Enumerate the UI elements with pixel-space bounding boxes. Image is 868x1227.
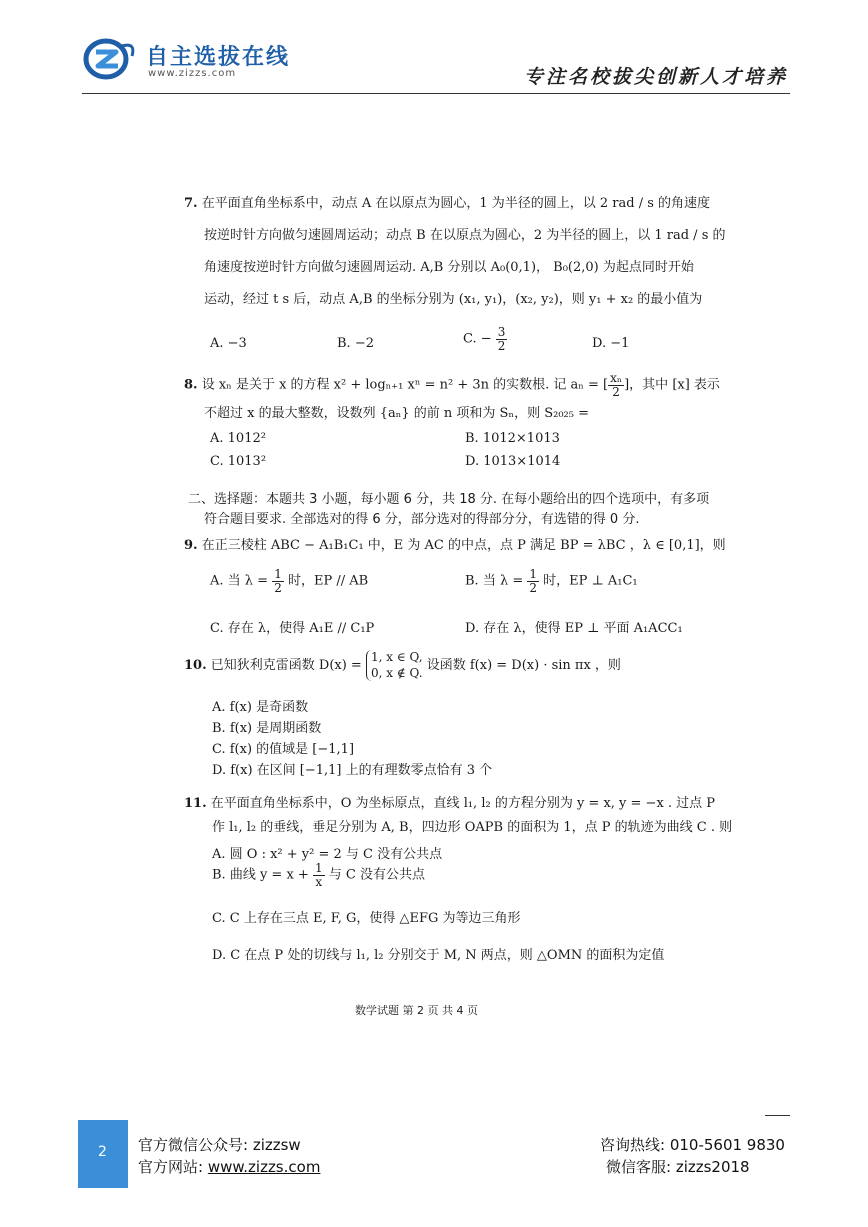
q7-line-3: 角速度按逆时针方向做匀速圆周运动. A,B 分别以 A₀(0,1)， B₀(2,0) 为起点同时开始: [204, 260, 694, 275]
q10-text-post: 设函数 f(x) = D(x) · sin πx ，则: [426, 658, 621, 674]
q9-option-a: [210, 568, 368, 594]
fraction-numerator: 1: [529, 567, 537, 581]
page-footer: 数学试题 第 2 页 共 4 页: [355, 1004, 478, 1017]
q11-number: 11.: [184, 796, 207, 811]
q9-option-a-pre: A. 当 λ =: [210, 573, 269, 589]
q8-line-2: 不超过 x 的最大整数，设数列 {aₙ} 的前 n 项和为 Sₙ，则 S₂₀₂₅ =: [204, 406, 589, 421]
q11-option-b: [212, 862, 425, 888]
hotline: 咨询热线: 010-5601 9830: [600, 1136, 785, 1154]
q7-option-b: B. −2: [337, 336, 374, 351]
header-slogan: 专注名校拔尖创新人才培养: [523, 66, 788, 88]
page-number-tab: [78, 1120, 128, 1188]
q7-option-c-fraction: [496, 326, 508, 352]
q9-option-b: [465, 568, 638, 594]
q9-option-b-fraction: [527, 568, 539, 594]
q7-line-1: [184, 196, 710, 212]
section-2-instructions: 符合题目要求. 全部选对的得 6 分，部分选对的得部分分，有选错的得 0 分.: [204, 512, 640, 527]
q7-option-a: A. −3: [210, 336, 247, 351]
fraction-numerator: xₙ: [610, 371, 623, 385]
wechat-service: 微信客服: zizzs2018: [606, 1158, 750, 1176]
q11-option-c: C. C 上存在三点 E, F, G，使得 △EFG 为等边三角形: [212, 911, 521, 926]
logo-icon: [82, 36, 140, 82]
q9-option-b-post: 时，EP ⊥ A₁C₁: [543, 573, 638, 589]
q9-option-a-fraction: [272, 568, 284, 594]
page-number: 2: [98, 1144, 107, 1160]
q8-line-1: [184, 372, 720, 398]
header-divider: [82, 93, 790, 94]
q10-text-pre: 已知狄利克雷函数 D(x) =: [210, 658, 362, 674]
q7-option-d: D. −1: [592, 336, 630, 351]
q10-line-1: [184, 650, 621, 681]
website-label: 官方网站:: [138, 1158, 208, 1176]
q10-option-d: D. f(x) 在区间 [−1,1] 上的有理数零点恰有 3 个: [212, 763, 493, 778]
q8-text-1-end: ]，其中 [x] 表示: [624, 377, 720, 393]
q9-number: 9.: [184, 538, 198, 553]
q7-line-4: 运动，经过 t s 后，动点 A,B 的坐标分别为 (x₁, y₁)，(x₂, y₂)，则 y₁ + x₂ 的最小值为: [204, 292, 703, 307]
q8-option-b: B. 1012×1013: [465, 431, 560, 446]
fraction-numerator: 1: [314, 861, 323, 875]
fraction-denominator: x: [315, 874, 323, 889]
q11-option-b-pre: B. 曲线 y = x +: [212, 867, 309, 883]
q9-option-b-pre: B. 当 λ =: [465, 573, 524, 589]
website-link[interactable]: www.zizzs.com: [207, 1158, 321, 1176]
q8-option-c: C. 1013²: [210, 454, 267, 469]
q7-line-2: 按逆时针方向做匀速圆周运动；动点 B 在以原点为圆心，2 为半径的圆上，以 1 rad / s 的: [204, 228, 726, 243]
logo-text: 自主选拔在线: [146, 45, 291, 70]
fraction-denominator: 2: [497, 338, 506, 353]
q8-text-1: 设 xₙ 是关于 x 的方程 x² + logₙ₊₁ xⁿ = n² + 3n 的实数根. 记 aₙ = [: [201, 377, 609, 393]
q11-line-2: 作 l₁, l₂ 的垂线，垂足分别为 A, B，四边形 OAPB 的面积为 1，点 P 的轨迹为曲线 C . 则: [212, 820, 733, 835]
q11-option-b-fraction: [313, 862, 325, 888]
official-website: [138, 1156, 320, 1177]
q7-number: 7.: [184, 196, 198, 211]
q11-text-1: 在平面直角坐标系中，O 为坐标原点，直线 l₁, l₂ 的方程分别为 y = x, y = −x . 过点 P: [210, 796, 716, 811]
q10-piecewise: [366, 650, 423, 681]
q10-number: 10.: [184, 658, 207, 674]
fraction-denominator: 2: [274, 580, 282, 595]
fraction-denominator: 2: [612, 384, 620, 399]
q8-fraction: [608, 372, 624, 398]
q7-option-c: [463, 326, 507, 352]
q9-option-a-post: 时，EP // AB: [287, 573, 369, 589]
piecewise-case-1: 1, x ∈ Q,: [370, 650, 423, 664]
q9-text-1: 在正三棱柱 ABC − A₁B₁C₁ 中，E 为 AC 的中点，点 P 满足 BP = λBC ，λ ∈ [0,1]，则: [201, 538, 726, 553]
q10-option-c: C. f(x) 的值域是 [−1,1]: [212, 742, 355, 757]
q11-option-b-post: 与 C 没有公共点: [328, 867, 425, 883]
q7-option-c-label: C. −: [463, 331, 492, 347]
wechat-public-account: 官方微信公众号: zizzsw: [138, 1136, 301, 1154]
q9-option-c: C. 存在 λ，使得 A₁E // C₁P: [210, 621, 375, 636]
q10-option-b: B. f(x) 是周期函数: [212, 721, 322, 736]
piecewise-case-2: 0, x ∉ Q.: [370, 665, 423, 680]
q11-option-a: A. 圆 O : x² + y² = 2 与 C 没有公共点: [212, 847, 443, 862]
fraction-numerator: 3: [497, 325, 506, 339]
footer-divider: [765, 1115, 790, 1116]
q8-number: 8.: [184, 377, 198, 393]
q11-option-d: D. C 在点 P 处的切线与 l₁, l₂ 分别交于 M, N 两点，则 △OMN 的面积为定值: [212, 948, 665, 963]
logo-url: www.zizzs.com: [148, 68, 237, 79]
q7-text-1: 在平面直角坐标系中，动点 A 在以原点为圆心，1 为半径的圆上，以 2 rad / s 的角速度: [201, 196, 711, 211]
fraction-denominator: 2: [529, 580, 537, 595]
section-2-heading: 二、选择题：本题共 3 小题，每小题 6 分，共 18 分. 在每小题给出的四个选项中，有多项: [188, 492, 710, 507]
q9-line-1: [184, 538, 726, 554]
fraction-numerator: 1: [274, 567, 282, 581]
q11-line-1: [184, 796, 715, 812]
q8-option-a: A. 1012²: [210, 431, 266, 446]
q9-option-d: D. 存在 λ，使得 EP ⊥ 平面 A₁ACC₁: [465, 621, 683, 636]
q8-option-d: D. 1013×1014: [465, 454, 561, 469]
q10-option-a: A. f(x) 是奇函数: [212, 700, 309, 715]
